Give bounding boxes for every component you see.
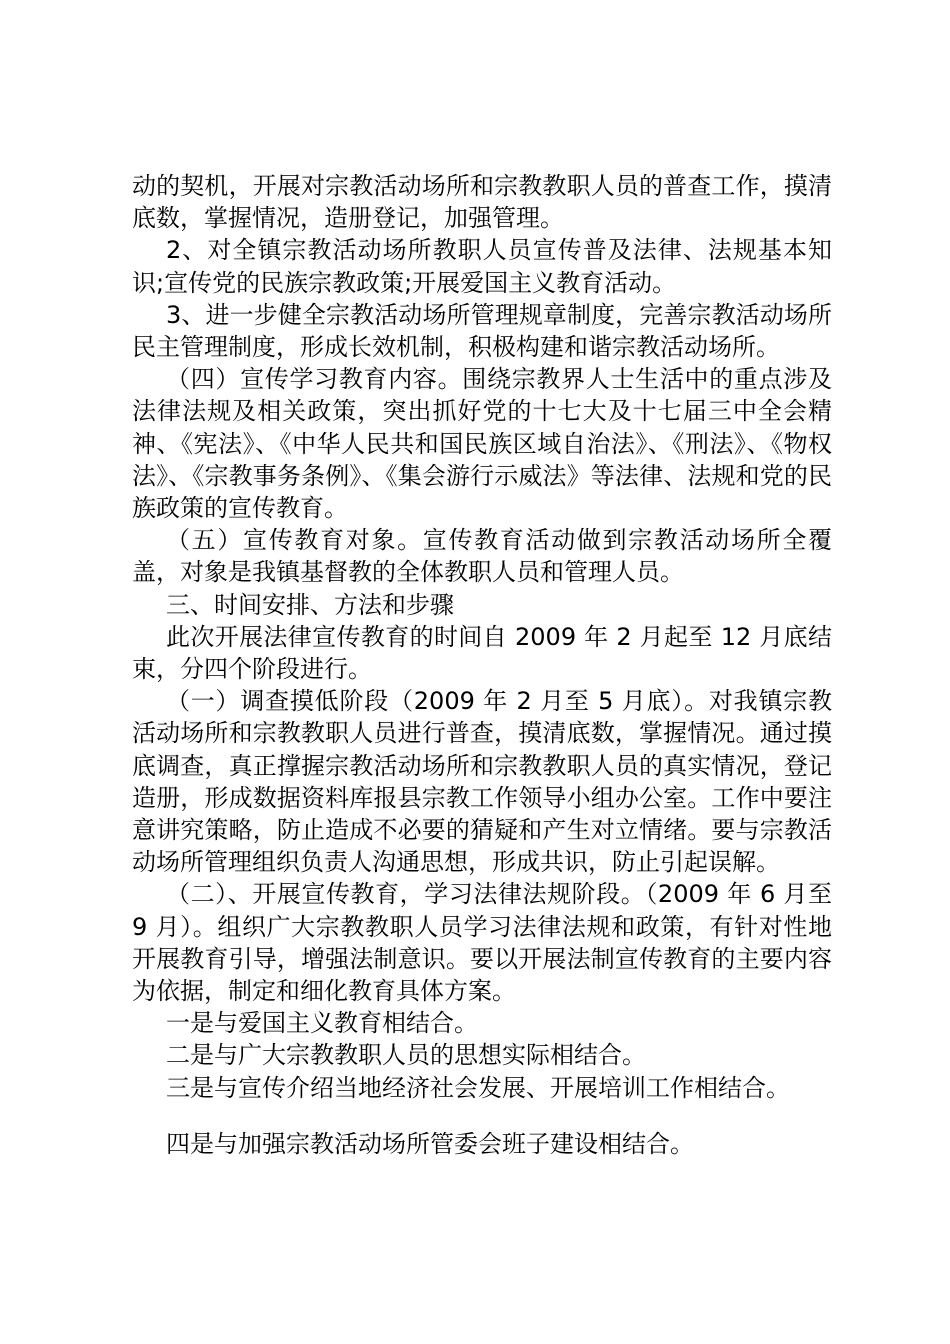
paragraph-phase-2: （二）、开展宣传教育，学习法律法规阶段。（2009 年 6 月至 9 月）。组织广大宗教教职人员学习法律法规和政策，有针对性地开展教育引导，增强法制意识。要以开展法制宣传教育的主要内容为依据，制定和细化教育具体方案。 [132, 880, 832, 1006]
paragraph-section-4-content: （四）宣传学习教育内容。围绕宗教界人士生活中的重点涉及法律法规及相关政策，突出抓好党的十七大及十七届三中全会精神、《宪法》、《中华人民共和国民族区域自治法》、《刑法》、《物权法》、《宗教事务条例》、《集会游行示威法》等法律、法规和党的民族政策的宣传教育。 [132, 365, 832, 523]
paragraph-continuation: 动的契机，开展对宗教活动场所和宗教教职人员的普查工作，摸清底数，掌握情况，造册登记，加强管理。 [132, 172, 832, 233]
list-item-combine-1: 一是与爱国主义教育相结合。 [166, 1009, 478, 1038]
list-item-combine-4: 四是与加强宗教活动场所管委会班子建设相结合。 [166, 1129, 694, 1158]
paragraph-item-3: 3、进一步健全宗教活动场所管理规章制度，完善宗教活动场所民主管理制度，形成长效机制，积极构建和谐宗教活动场所。 [132, 300, 832, 362]
paragraph-section-5-audience: （五）宣传教育对象。宣传教育活动做到宗教活动场所全覆盖，对象是我镇基督教的全体教职人员和管理人员。 [132, 526, 832, 587]
list-item-combine-2: 二是与广大宗教教职人员的思想实际相结合。 [166, 1041, 646, 1070]
document-body [132, 170, 832, 1160]
paragraph-phase-1: （一）调查摸低阶段（2009 年 2 月至 5 月底）。对我镇宗教活动场所和宗教教职人员进行普查，摸清底数，掌握情况。通过摸底调查，真正撑握宗教活动场所和宗教教职人员的真实情况，登记造册，形成数据资料库报县宗教工作领导小组办公室。工作中要注意讲究策略，防止造成不必要的猜疑和产生对立情绪。要与宗教活动场所管理组织负责人沟通思想，形成共识，防止引起误解。 [132, 687, 832, 877]
paragraph-schedule-intro: 此次开展法律宣传教育的时间自 2009 年 2 月起至 12 月底结束，分四个阶段进行。 [132, 622, 832, 684]
list-item-combine-3: 三是与宣传介绍当地经济社会发展、开展培训工作相结合。 [166, 1073, 790, 1102]
paragraph-item-2: 2、对全镇宗教活动场所教职人员宣传普及法律、法规基本知识;宣传党的民族宗教政策;开展爱国主义教育活动。 [132, 236, 832, 297]
section-heading-schedule: 三、时间安排、方法和步骤 [166, 590, 454, 619]
